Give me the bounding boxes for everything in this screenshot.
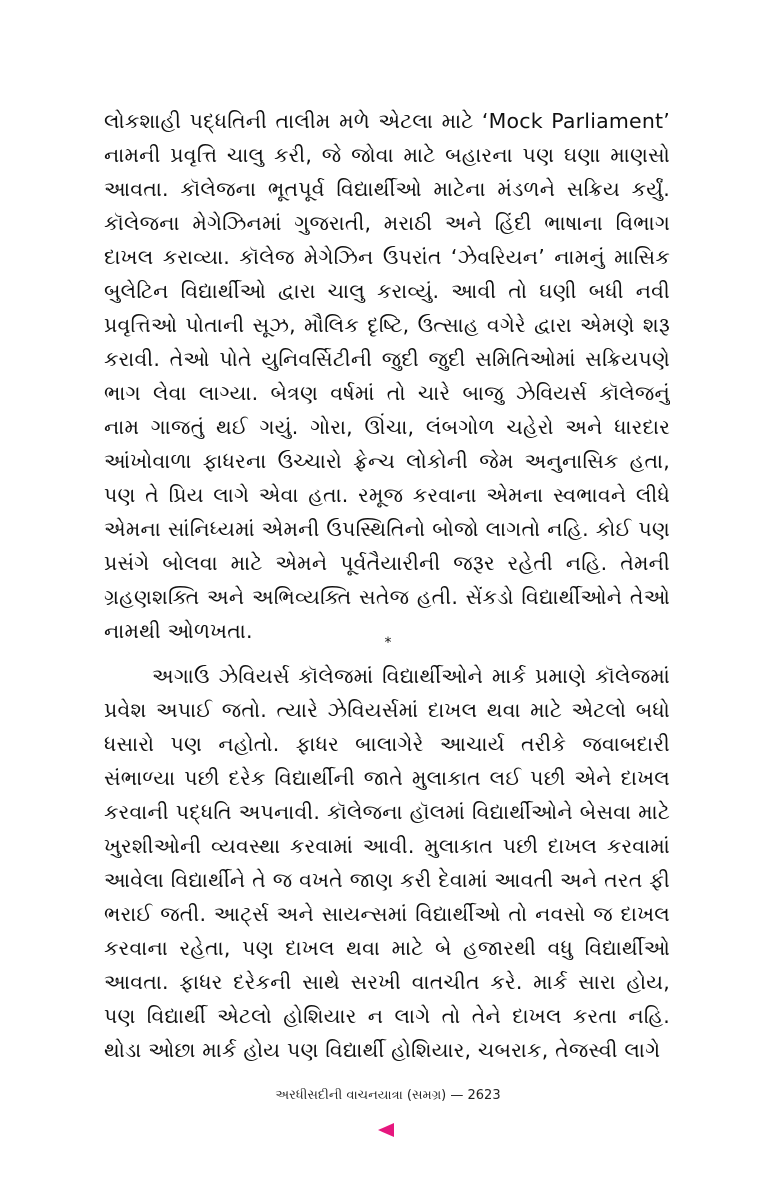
text-line: બુલેટિન વિદ્યાર્થીઓ દ્વારા ચાલુ કરાવ્યું. આવી તો ઘણી બધી નવી (104, 279, 670, 303)
text-line: પ્રસંગે બોલવા માટે એમને પૂર્વતૈયારીની જરૂર રહેતી નહિ. તેમની (104, 551, 670, 575)
paragraph-2 (104, 659, 670, 1067)
left-triangle-icon[interactable] (378, 1123, 394, 1137)
text-line: અગાઉ ઝેવિયર્સ કૉલેજમાં વિદ્યાર્થીઓને માર્ક પ્રમાણે કૉલેજમાં (152, 664, 670, 688)
paragraph-1 (104, 104, 670, 648)
text-line: નામથી ઓળખતા. (104, 619, 253, 643)
text-line: દાખલ કરાવ્યા. કૉલેજ મેગેઝિન ઉપરાંત ‘ઝેવરિયન’ નામનું માસિક (104, 245, 670, 269)
text-line: ધસારો પણ નહોતો. ફાધર બાલાગેરે આચાર્ય તરીકે જવાબદારી (104, 732, 670, 756)
text-line: પ્રવૃત્તિઓ પોતાની સૂઝ, મૌલિક દૃષ્ટિ, ઉત્સાહ વગેરે દ્વારા એમણે શરૂ (104, 313, 670, 337)
text-line: કરવાના રહેતા, પણ દાખલ થવા માટે બે હજારથી વધુ વિદ્યાર્થીઓ (104, 936, 670, 960)
text-line: પ્રવેશ અપાઈ જતો. ત્યારે ઝેવિયર્સમાં દાખલ થવા માટે એટલો બધો (104, 698, 670, 722)
text-line: લોકશાહી પદ્ધતિની તાલીમ મળે એટલા માટે ‘Mock Parliament’ (104, 109, 670, 133)
text-line: પણ વિદ્યાર્થી એટલો હોશિયાર ન લાગે તો તેને દાખલ કરતા નહિ. (104, 1004, 670, 1028)
text-line: આંખોવાળા ફાધરના ઉચ્ચારો ફ્રેન્ચ લોકોની જેમ અનુનાસિક હતા, (104, 449, 670, 473)
text-line: ભાગ લેવા લાગ્યા. બેત્રણ વર્ષમાં તો ચારે બાજુ ઝેવિયર્સ કૉલેજનું (104, 381, 670, 405)
text-line: એમના સાંનિધ્યમાં એમની ઉપસ્થિતિનો બોજો લાગતો નહિ. કોઈ પણ (104, 517, 670, 541)
text-line: આવતા. કૉલેજના ભૂતપૂર્વ વિદ્યાર્થીઓ માટેના મંડળને સક્રિય કર્યું. (104, 177, 670, 201)
text-line: નામ ગાજતું થઈ ગયું. ગોરા, ઊંચા, લંબગોળ ચહેરો અને ધારદાર (104, 415, 670, 439)
text-line: કરાવી. તેઓ પોતે યુનિવર્સિટીની જુદી જુદી સમિતિઓમાં સક્રિયપણે (104, 347, 670, 371)
section-separator: * (384, 635, 392, 651)
text-line: ગ્રહણશક્તિ અને અભિવ્યક્તિ સતેજ હતી. સેંકડો વિદ્યાર્થીઓને તેઓ (104, 585, 670, 609)
text-line: થોડા ઓછા માર્ક હોય પણ વિદ્યાર્થી હોશિયાર, ચબરાક, તેજસ્વી લાગે (104, 1038, 661, 1062)
text-line: નામની પ્રવૃત્તિ ચાલુ કરી, જે જોવા માટે બહારના પણ ઘણા માણસો (104, 143, 670, 167)
text-line: ભરાઈ જતી. આર્ટ્સ અને સાયન્સમાં વિદ્યાર્થીઓ તો નવસો જ દાખલ (104, 902, 670, 926)
text-line: ખુરશીઓની વ્યવસ્થા કરવામાં આવી. મુલાકાત પછી દાખલ કરવામાં (104, 834, 670, 858)
text-line: પણ તે પ્રિય લાગે એવા હતા. રમૂજ કરવાના એમના સ્વભાવને લીધે (104, 483, 670, 507)
text-line: સંભાળ્યા પછી દરેક વિદ્યાર્થીની જાતે મુલાકાત લઈ પછી એને દાખલ (104, 766, 670, 790)
text-line: આવેલા વિદ્યાર્થીને તે જ વખતે જાણ કરી દેવામાં આવતી અને તરત ફી (104, 868, 670, 892)
text-line: કૉલેજના મેગેઝિનમાં ગુજરાતી, મરાઠી અને હિંદી ભાષાના વિભાગ (104, 211, 670, 235)
text-line: આવતા. ફાધર દરેકની સાથે સરખી વાતચીત કરે. માર્ક સારા હોય, (104, 970, 670, 994)
page-footer: અરધીસદીની વાચનયાત્રા (સમગ્ર) — 2623 (275, 1088, 501, 1103)
text-line: કરવાની પદ્ધતિ અપનાવી. કૉલેજના હૉલમાં વિદ્યાર્થીઓને બેસવા માટે (104, 800, 670, 824)
